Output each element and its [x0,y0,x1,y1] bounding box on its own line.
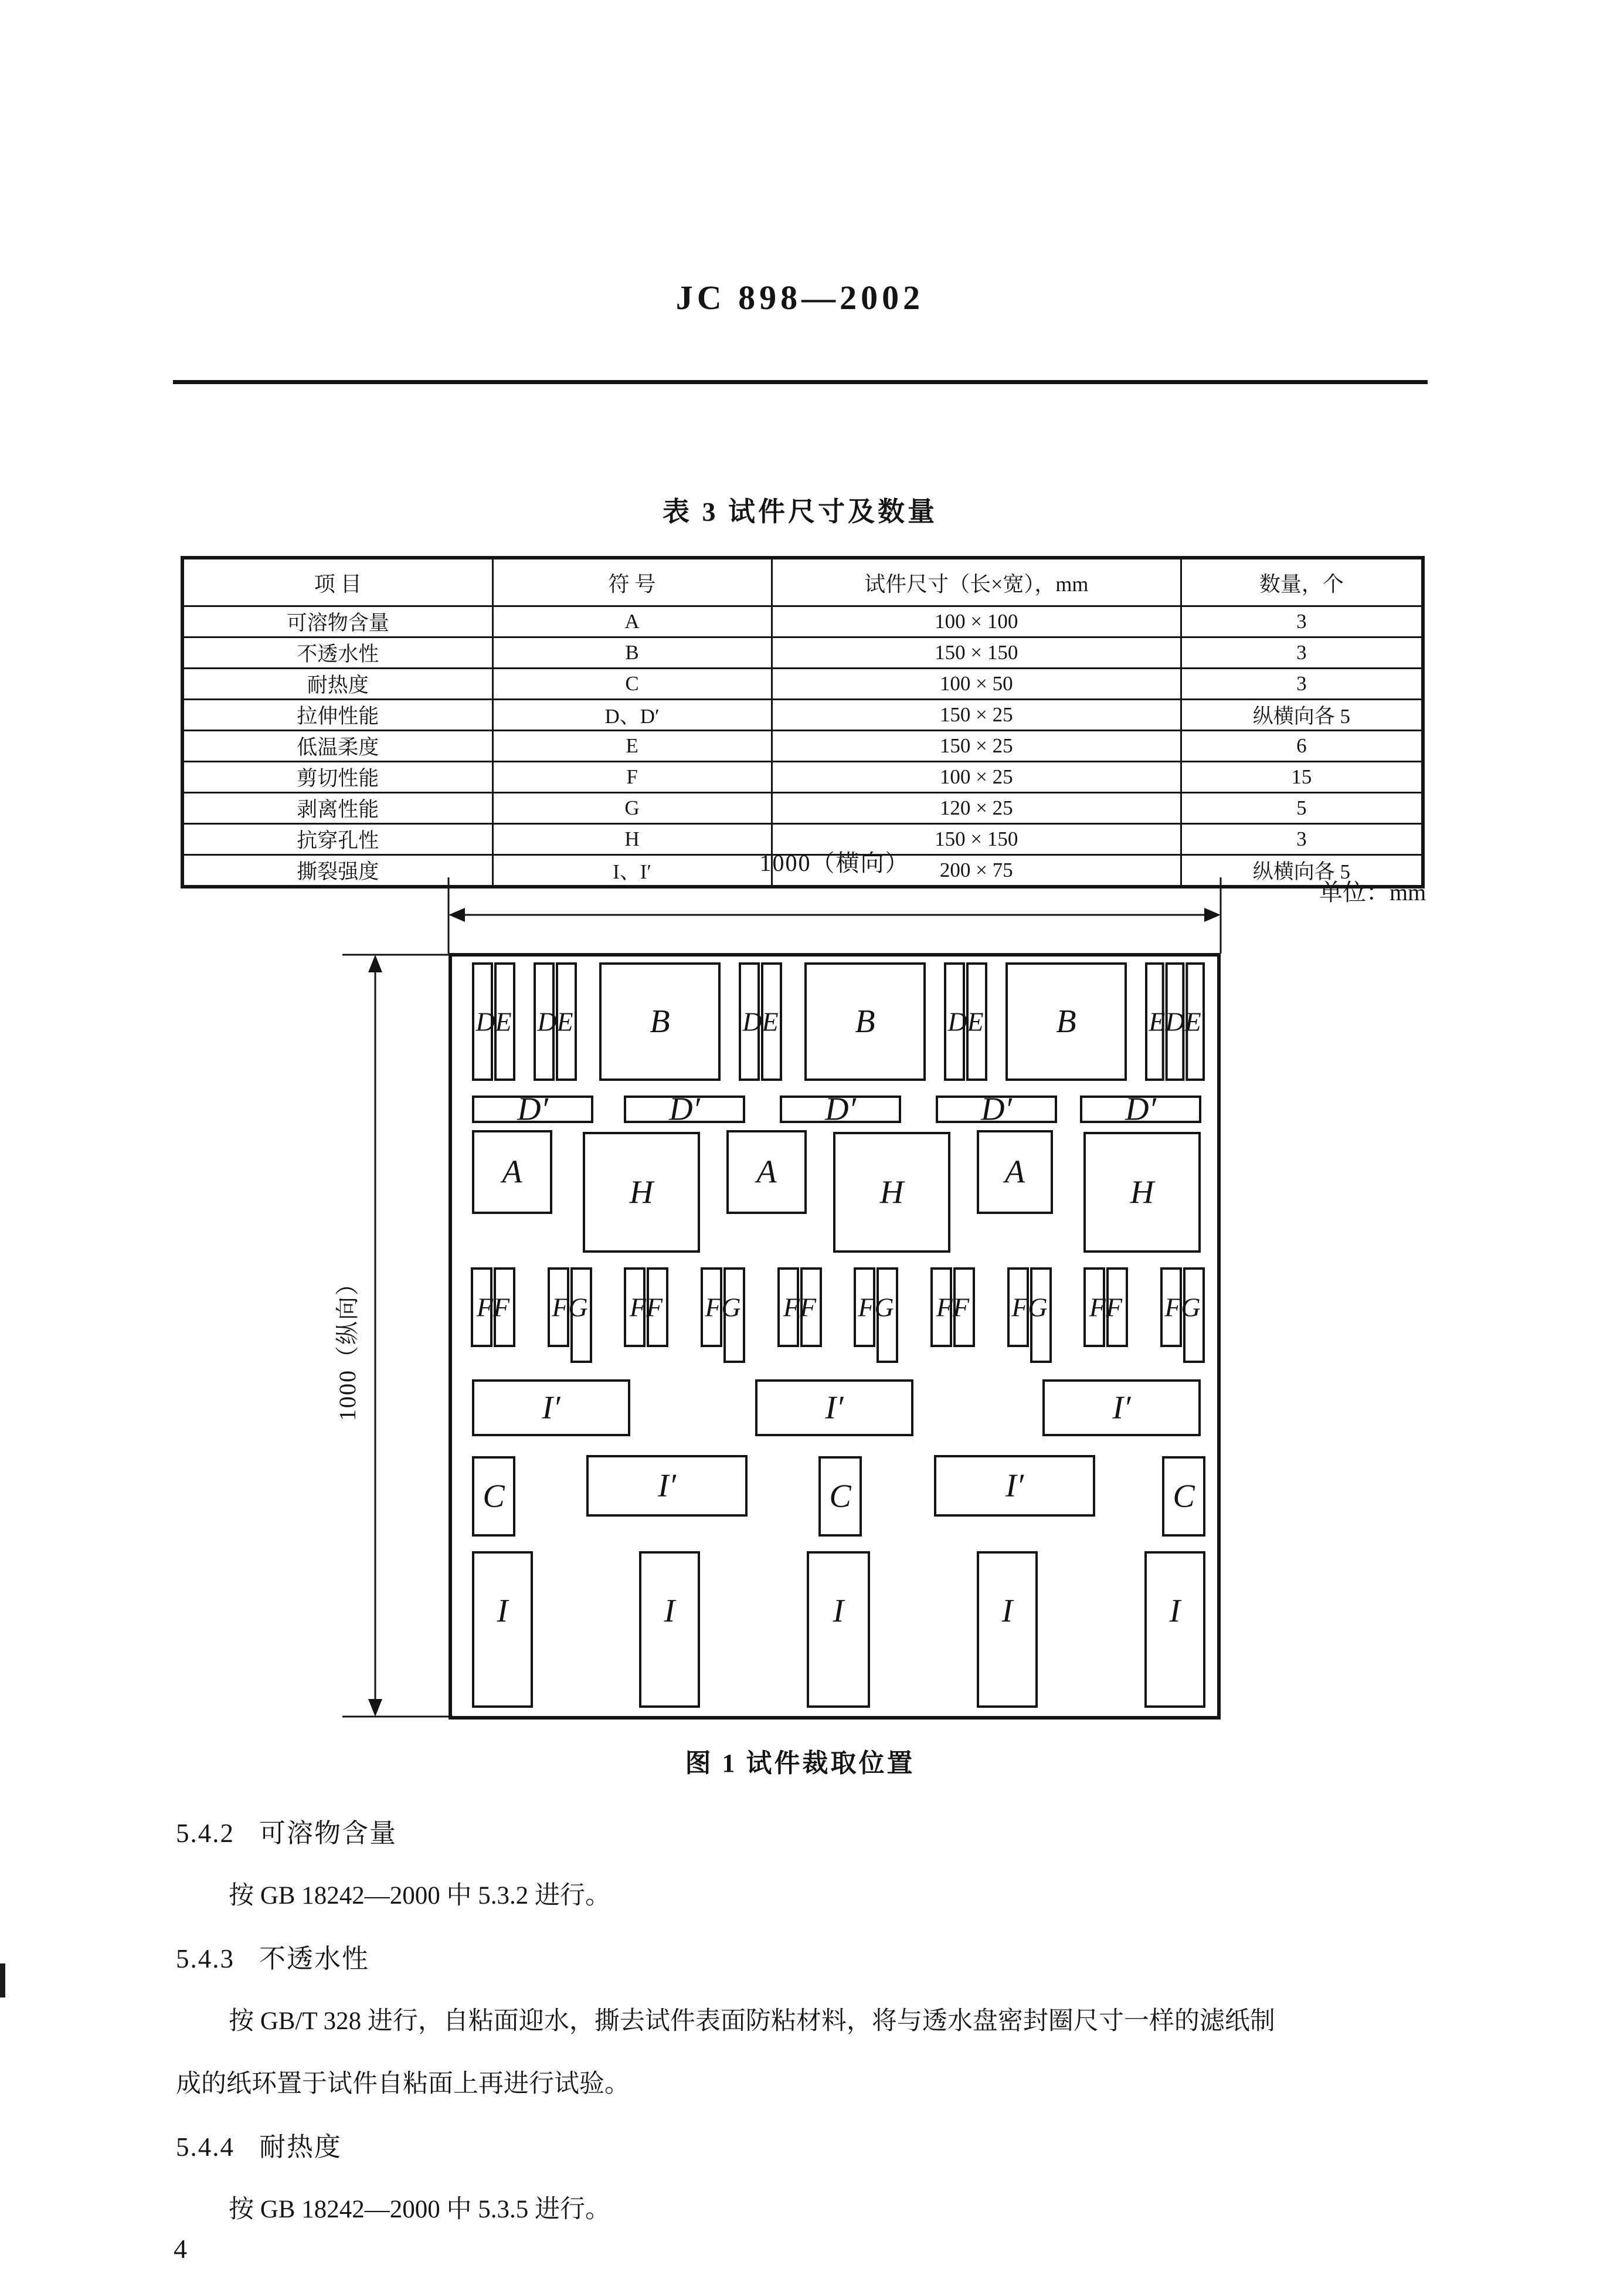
table-cell: 6 [1181,731,1423,762]
unit-label: 单位：mm [1319,879,1426,905]
page-number: 4 [174,2234,187,2264]
specimen-A-label: A [1004,1154,1025,1191]
section-text-line: 按 GB 18242—2000 中 5.3.2 进行。 [229,1882,610,1910]
specimen-FF-label: FF [629,1292,663,1322]
specimen-DE-label: DE [537,1006,573,1037]
specimen-B-label: B [855,1003,875,1040]
specimen-I-label: I [497,1592,508,1629]
section-text-line: 成的纸环置于试件自粘面上再进行试验。 [176,2070,630,2098]
section-text-line: 按 GB 18242—2000 中 5.3.5 进行。 [229,2196,610,2223]
table-cell: 低温柔度 [182,731,492,762]
table-cell: B [492,637,772,669]
section-title: 可溶物含量 [259,1819,398,1848]
dimension-label-horizontal: 1000（横向） [759,850,910,876]
section-title: 耐热度 [259,2132,342,2162]
specimen-H-label: H [879,1174,904,1210]
col-header-size: 试件尺寸（长×宽），mm [772,558,1181,606]
table-cell: 剥离性能 [182,793,492,824]
table-cell: 抗穿孔性 [182,824,492,855]
specimen-I-rect [1146,1552,1204,1707]
dimension-label-vertical: 1000（纵向） [334,1271,361,1421]
col-header-symbol: 符 号 [492,558,772,606]
specimen-I′-label: I′ [1005,1467,1024,1504]
method-sections [176,1815,1445,2228]
table-cell: 15 [1181,762,1423,793]
specimen-A-label: A [502,1154,522,1191]
table-cell: 100 × 100 [772,606,1181,637]
specimen-I-label: I [664,1592,675,1629]
table-cell: F [492,762,772,793]
specimen-I′-label: I′ [1112,1389,1131,1426]
specimen-D′-label: D′ [669,1091,700,1128]
table-cell: 剪切性能 [182,762,492,793]
specimen-FG-label: FG [1011,1292,1048,1322]
specimen-B-label: B [650,1003,670,1040]
table-cell: 不透水性 [182,637,492,669]
specimen-DE-label: DE [475,1006,512,1037]
table-cell: 150 × 25 [772,700,1181,731]
table-row [182,731,1423,762]
specimen-DE-label: DE [742,1006,779,1037]
specimen-FF-label: FF [783,1292,817,1322]
specimen-FF-label: FF [476,1292,510,1322]
table-cell: 100 × 50 [772,669,1181,700]
header-rule [173,380,1428,384]
specimen-D′-label: D′ [517,1091,548,1128]
table-cell: A [492,606,772,637]
specimen-FG-label: FG [858,1292,894,1322]
table-cell: 100 × 25 [772,762,1181,793]
specimen-I-label: I [1001,1592,1013,1629]
section-text-line: 按 GB/T 328 进行，自粘面迎水，撕去试件表面防粘材料，将与透水盘密封圈尺寸一样的滤纸制 [229,2007,1275,2035]
table-row [182,637,1423,669]
specimen-FF-label: FF [1089,1292,1123,1322]
specimen-FF-label: FF [936,1292,970,1322]
section-number: 5.4.2 [176,1819,235,1848]
specimen-B-label: B [1056,1003,1076,1040]
specimen-FG-label: FG [552,1292,588,1322]
specimen-I′-label: I′ [658,1467,676,1504]
table-cell: G [492,793,772,824]
arrowhead-top-icon [368,955,382,972]
section-number: 5.4.3 [176,1944,235,1973]
table-cell: E [492,731,772,762]
table-cell: 可溶物含量 [182,606,492,637]
arrowhead-left-icon [449,908,465,922]
figure-canvas [449,953,1221,1720]
table-row [182,700,1423,731]
table-cell: I、I′ [492,855,772,887]
arrowhead-bottom-icon [368,1699,382,1717]
table-cell: 耐热度 [182,669,492,700]
section-heading [176,1941,1445,1977]
figure-caption: 图 1 试件裁取位置 [685,1749,915,1778]
section-heading [176,2129,1445,2165]
table-cell: 5 [1181,793,1423,824]
specimen-D′-label: D′ [1125,1091,1156,1128]
table-cell: H [492,824,772,855]
specimen-I-rect [978,1552,1037,1707]
specimen-D′-label: D′ [981,1091,1012,1128]
specimen-C-label: C [483,1478,505,1515]
standard-code: JC 898—2002 [675,279,925,317]
table-cell: 150 × 25 [772,731,1181,762]
specimen-I-rect [473,1552,532,1707]
specimen-I′-label: I′ [542,1389,560,1426]
specimen-I-label: I [1169,1592,1181,1629]
table-cell: 3 [1181,637,1423,669]
scan-artifact [0,1963,5,1997]
table-cell: 纵横向各 5 [1181,855,1423,887]
specimen-layout-figure [449,953,1221,1720]
specimen-C-label: C [1173,1478,1195,1515]
specimen-EDE-label: EDE [1149,1006,1201,1037]
table-cell: 150 × 150 [772,824,1181,855]
specimen-I-rect [808,1552,869,1707]
table-cell: 3 [1181,824,1423,855]
table-cell: C [492,669,772,700]
specimen-H-label: H [1130,1174,1154,1210]
specimen-FG-label: FG [1164,1292,1201,1322]
table-cell: 150 × 150 [772,637,1181,669]
specimen-H-label: H [629,1174,654,1210]
table-row [182,793,1423,824]
specimen-I-label: I [833,1592,844,1629]
table-cell: 纵横向各 5 [1181,700,1423,731]
specimen-DE-label: DE [947,1006,984,1037]
specimen-A-label: A [756,1154,777,1191]
section-number: 5.4.4 [176,2132,235,2162]
col-header-item: 项 目 [182,558,492,606]
specimen-C-label: C [829,1478,851,1515]
table-cell: 撕裂强度 [182,855,492,887]
specimen-FG-label: FG [705,1292,741,1322]
specimen-D′-label: D′ [825,1091,856,1128]
table-cell: 120 × 25 [772,793,1181,824]
table-cell: 3 [1181,669,1423,700]
table-title: 表 3 试件尺寸及数量 [663,497,937,527]
table-cell: 3 [1181,606,1423,637]
table-row [182,606,1423,637]
table-header-row [182,558,1423,606]
table-row [182,762,1423,793]
col-header-quantity: 数量，个 [1181,558,1423,606]
section-heading [176,1815,1445,1851]
section-title: 不透水性 [259,1944,370,1973]
specimen-I′-label: I′ [825,1389,844,1426]
table-cell: 拉伸性能 [182,700,492,731]
table-row [182,669,1423,700]
arrowhead-right-icon [1204,908,1221,922]
table-cell: 200 × 75 [772,855,1181,887]
specimen-I-rect [640,1552,699,1707]
table-cell: D、D′ [492,700,772,731]
